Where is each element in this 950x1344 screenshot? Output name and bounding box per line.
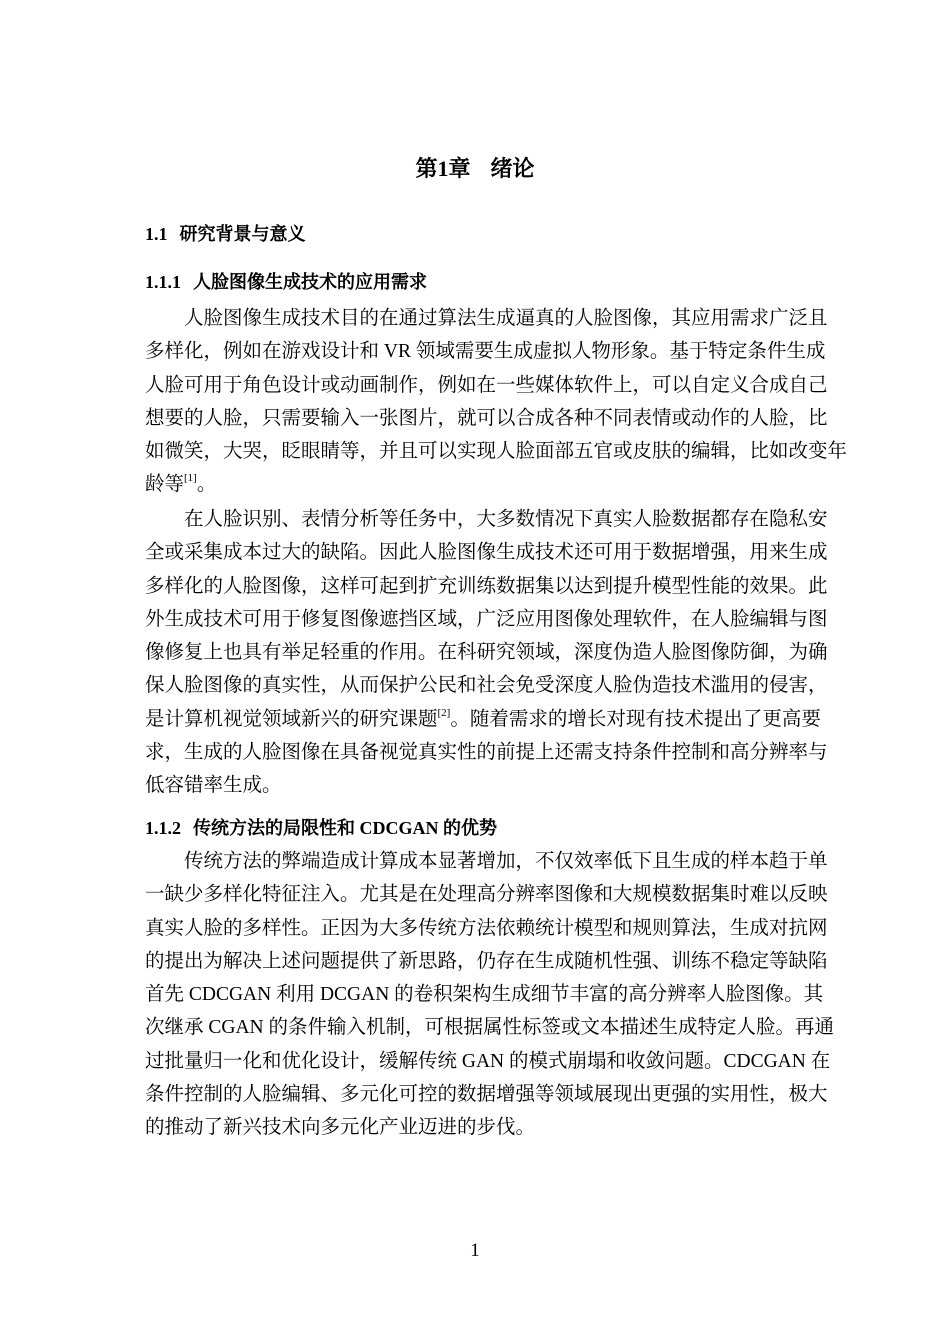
text-line	[145, 603, 828, 636]
text-line	[145, 736, 828, 769]
line-text: 全或采集成本过大的缺陷。因此人脸图像生成技术还可用于数据增强，用来生成	[145, 542, 828, 564]
line-text: 一缺少多样化特征注入。尤其是在处理高分辨率图像和大规模数据集时难以反映	[145, 884, 828, 906]
chapter-number: 第1章	[415, 156, 471, 181]
text-line	[145, 536, 828, 569]
line-text: 外生成技术可用于修复图像遮挡区域，广泛应用图像处理软件，在人脸编辑与图	[145, 608, 828, 630]
line-text: 在人脸识别、表情分析等任务中，大多数情况下真实人脸数据都存在隐私安	[184, 509, 828, 530]
section-title: 研究背景与意义	[179, 224, 306, 244]
text-line	[145, 703, 821, 736]
text-line	[145, 878, 828, 911]
line-text: 保人脸图像的真实性，从而保护公民和社会免受深度人脸伪造技术滥用的侵害，	[145, 675, 828, 697]
chapter-title	[0, 152, 950, 183]
section-title: 传统方法的局限性和 CDCGAN 的优势	[193, 818, 497, 838]
line-text: 是计算机视觉领域新兴的研究课题	[145, 708, 438, 730]
text-line	[145, 912, 828, 945]
text-line	[145, 402, 828, 435]
line-text: 首先 CDCGAN 利用 DCGAN 的卷积架构生成细节丰富的高分辨率人脸图像。其	[145, 984, 824, 1006]
section-number: 1.1.2	[145, 818, 181, 838]
text-line	[145, 1111, 806, 1144]
line-text: 低容错率生成。	[145, 775, 282, 797]
citation-ref[interactable]: [2]	[437, 706, 451, 719]
line-text: 像修复上也具有举足轻重的作用。在科研究领域，深度伪造人脸图像防御，为确	[145, 642, 828, 664]
text-line	[145, 636, 828, 669]
line-text: 人脸图像生成技术目的在通过算法生成逼真的人脸图像，其应用需求广泛且	[184, 308, 828, 329]
text-line	[145, 1078, 828, 1111]
line-text: 次继承 CGAN 的条件输入机制，可根据属性标签或文本描述生成特定人脸。再通	[145, 1017, 835, 1039]
text-line	[145, 978, 824, 1011]
text-line	[145, 570, 828, 603]
section-number: 1.1	[145, 224, 168, 244]
page-number: 1	[470, 1240, 480, 1261]
text-line	[145, 369, 828, 402]
section-heading-1-1-1	[145, 270, 806, 294]
text-line	[145, 945, 828, 978]
text-line	[145, 845, 828, 878]
line-text: 多样化，例如在游戏设计和 VR 领域需要生成虚拟人物形象。基于特定条件生成	[145, 341, 826, 363]
section-heading-1-1-2	[145, 816, 806, 840]
text-line	[145, 669, 828, 702]
section-heading-1-1	[145, 222, 806, 246]
text-line	[145, 1045, 831, 1078]
line-text: 真实人脸的多样性。正因为大多传统方法依赖统计模型和规则算法，生成对抗网	[145, 917, 828, 939]
text-line	[145, 1011, 835, 1044]
paragraph	[145, 302, 848, 502]
line-text: 传统方法的弊端造成计算成本显著增加，不仅效率低下且生成的样本趋于单	[184, 851, 828, 872]
section-number: 1.1.1	[145, 272, 181, 292]
section-title: 人脸图像生成技术的应用需求	[193, 272, 427, 292]
text-line	[145, 335, 826, 368]
paragraph	[145, 503, 828, 803]
text-line	[145, 769, 806, 802]
line-text: 人脸可用于角色设计或动画制作，例如在一些媒体软件上，可以自定义合成自己	[145, 374, 828, 396]
line-text: 龄等	[145, 474, 185, 496]
line-text: 求，生成的人脸图像在具备视觉真实性的前提上还需支持条件控制和高分辨率与	[145, 742, 828, 764]
text-line	[145, 435, 848, 468]
line-text: 的提出为解决上述问题提供了新思路，仍存在生成随机性强、训练不稳定等缺陷	[145, 950, 828, 972]
text-line	[145, 503, 828, 536]
line-text: 过批量归一化和优化设计，缓解传统 GAN 的模式崩塌和收敛问题。CDCGAN 在	[145, 1050, 831, 1072]
chapter-name: 绪论	[490, 156, 535, 181]
line-text: 条件控制的人脸编辑、多元化可控的数据增强等领域展现出更强的实用性，极大	[145, 1084, 828, 1106]
line-text: 如微笑，大哭，眨眼睛等，并且可以实现人脸面部五官或皮肤的编辑，比如改变年	[145, 441, 848, 463]
line-text: 想要的人脸，只需要输入一张图片，就可以合成各种不同表情或动作的人脸，比	[145, 407, 828, 429]
line-text: 的推动了新兴技术向多元化产业迈进的步伐。	[145, 1117, 536, 1139]
paragraph	[145, 845, 835, 1145]
text-line	[145, 302, 828, 335]
text-line	[145, 468, 806, 501]
line-text: 。	[196, 474, 217, 496]
line-text: 多样化的人脸图像，这样可起到扩充训练数据集以达到提升模型性能的效果。此	[145, 575, 828, 597]
line-text: 。随着需求的增长对现有技术提出了更高要	[450, 708, 821, 730]
citation-ref[interactable]: [1]	[184, 472, 197, 485]
